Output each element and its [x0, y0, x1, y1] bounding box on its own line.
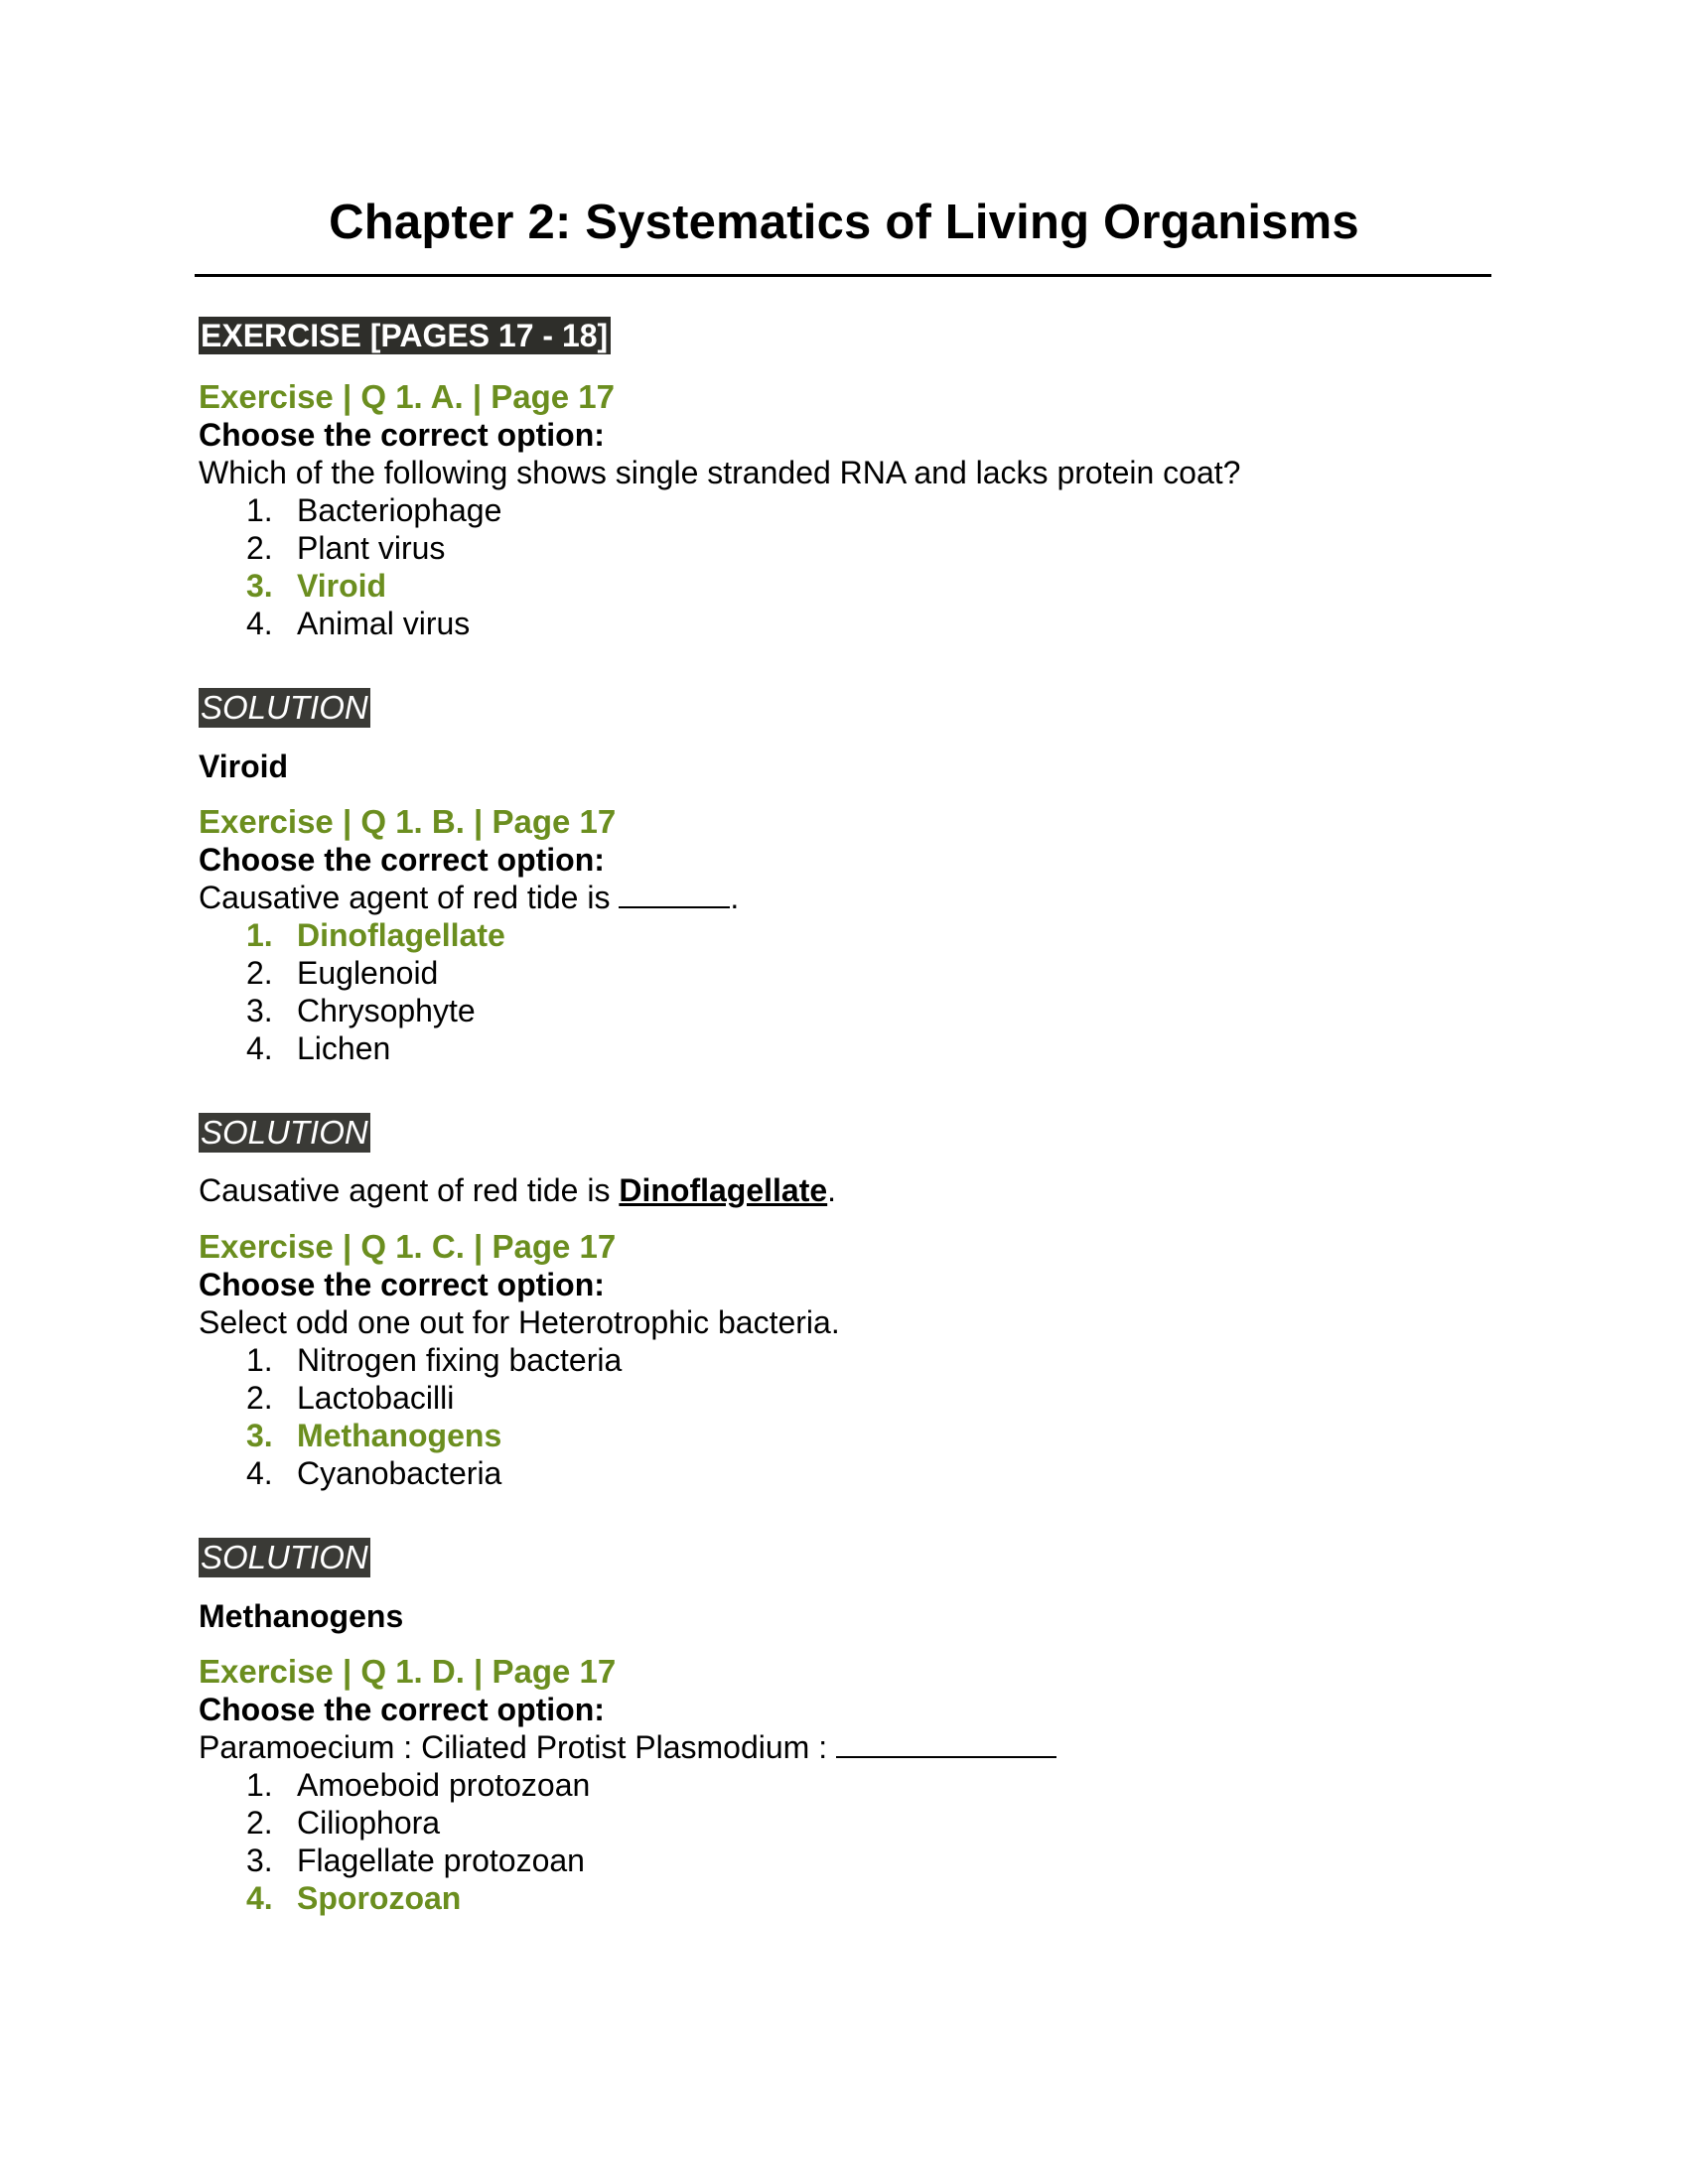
chapter-title: Chapter 2: Systematics of Living Organisms — [329, 196, 1359, 249]
option-label: Chrysophyte — [297, 993, 476, 1028]
question-1a — [199, 378, 1240, 642]
option-item — [199, 1029, 739, 1067]
solution-highlight: Dinoflagellate — [619, 1172, 828, 1208]
option-number: 1. — [246, 917, 273, 953]
option-item-correct — [199, 567, 1240, 605]
option-number: 4. — [246, 606, 273, 641]
exercise-banner: EXERCISE [PAGES 17 - 18] — [199, 317, 611, 354]
option-list — [199, 1766, 1056, 1917]
solution-answer — [199, 1170, 836, 1210]
title-divider — [195, 274, 1491, 277]
option-list — [199, 1341, 840, 1492]
question-text: Which of the following shows single stranded RNA and lacks protein coat? — [199, 455, 1241, 490]
solution-suffix: . — [827, 1172, 837, 1208]
option-list — [199, 916, 739, 1067]
option-item — [199, 1804, 1056, 1842]
solution-answer: Methanogens — [199, 1598, 404, 1634]
option-number: 2. — [246, 1380, 273, 1416]
option-item — [199, 1842, 1056, 1879]
option-label: Lactobacilli — [297, 1380, 455, 1416]
solution-tag: SOLUTION — [201, 1114, 368, 1151]
option-number: 2. — [246, 1805, 273, 1841]
option-number: 3. — [246, 993, 273, 1028]
question-text-main: Causative agent of red tide is — [199, 880, 620, 915]
question-instruction: Choose the correct option: — [199, 417, 605, 453]
option-label: Flagellate protozoan — [297, 1843, 585, 1878]
answer-blank — [619, 879, 730, 908]
option-label: Nitrogen fixing bacteria — [297, 1342, 623, 1378]
answer-blank — [836, 1728, 1056, 1758]
option-label: Lichen — [297, 1030, 391, 1066]
option-number: 2. — [246, 530, 273, 566]
option-label: Methanogens — [297, 1418, 502, 1453]
option-number: 1. — [246, 1342, 273, 1378]
option-item — [199, 1454, 840, 1492]
question-text: Select odd one out for Heterotrophic bacteria. — [199, 1304, 840, 1340]
option-item — [199, 992, 739, 1029]
solution-tag: SOLUTION — [201, 1539, 368, 1575]
question-instruction: Choose the correct option: — [199, 1267, 605, 1302]
question-text — [199, 879, 739, 916]
question-reference: Exercise | Q 1. A. | Page 17 — [199, 378, 615, 415]
option-number: 1. — [246, 492, 273, 528]
option-label: Ciliophora — [297, 1805, 441, 1841]
option-label: Dinoflagellate — [297, 917, 505, 953]
option-item — [199, 954, 739, 992]
option-item-correct — [199, 1417, 840, 1454]
option-item-correct — [199, 1879, 1056, 1917]
option-item — [199, 1341, 840, 1379]
question-text-suffix: . — [730, 880, 740, 915]
question-reference: Exercise | Q 1. C. | Page 17 — [199, 1228, 617, 1265]
option-item — [199, 605, 1240, 642]
option-label: Animal virus — [297, 606, 471, 641]
option-item — [199, 1766, 1056, 1804]
option-item — [199, 529, 1240, 567]
question-1c — [199, 1228, 840, 1492]
option-number: 4. — [246, 1880, 273, 1916]
question-1b — [199, 803, 739, 1067]
option-number: 3. — [246, 1843, 273, 1878]
solution-tag: SOLUTION — [201, 689, 368, 726]
option-item — [199, 1379, 840, 1417]
option-label: Plant virus — [297, 530, 446, 566]
option-label: Cyanobacteria — [297, 1455, 502, 1491]
question-text — [199, 1728, 1056, 1766]
option-item — [199, 491, 1240, 529]
question-reference: Exercise | Q 1. B. | Page 17 — [199, 803, 617, 840]
question-text-main: Paramoecium : Ciliated Protist Plasmodium : — [199, 1729, 836, 1765]
solution-answer: Viroid — [199, 749, 289, 784]
option-number: 1. — [246, 1767, 273, 1803]
option-number: 4. — [246, 1030, 273, 1066]
option-number: 3. — [246, 1418, 273, 1453]
question-reference: Exercise | Q 1. D. | Page 17 — [199, 1653, 617, 1690]
option-number: 2. — [246, 955, 273, 991]
question-instruction: Choose the correct option: — [199, 1692, 605, 1727]
question-instruction: Choose the correct option: — [199, 842, 605, 878]
option-label: Viroid — [297, 568, 387, 604]
option-number: 3. — [246, 568, 273, 604]
option-list — [199, 491, 1240, 642]
option-label: Euglenoid — [297, 955, 439, 991]
option-item-correct — [199, 916, 739, 954]
option-label: Sporozoan — [297, 1880, 462, 1916]
solution-prefix: Causative agent of red tide is — [199, 1172, 620, 1208]
question-1d — [199, 1653, 1056, 1917]
option-label: Amoeboid protozoan — [297, 1767, 591, 1803]
option-label: Bacteriophage — [297, 492, 502, 528]
option-number: 4. — [246, 1455, 273, 1491]
